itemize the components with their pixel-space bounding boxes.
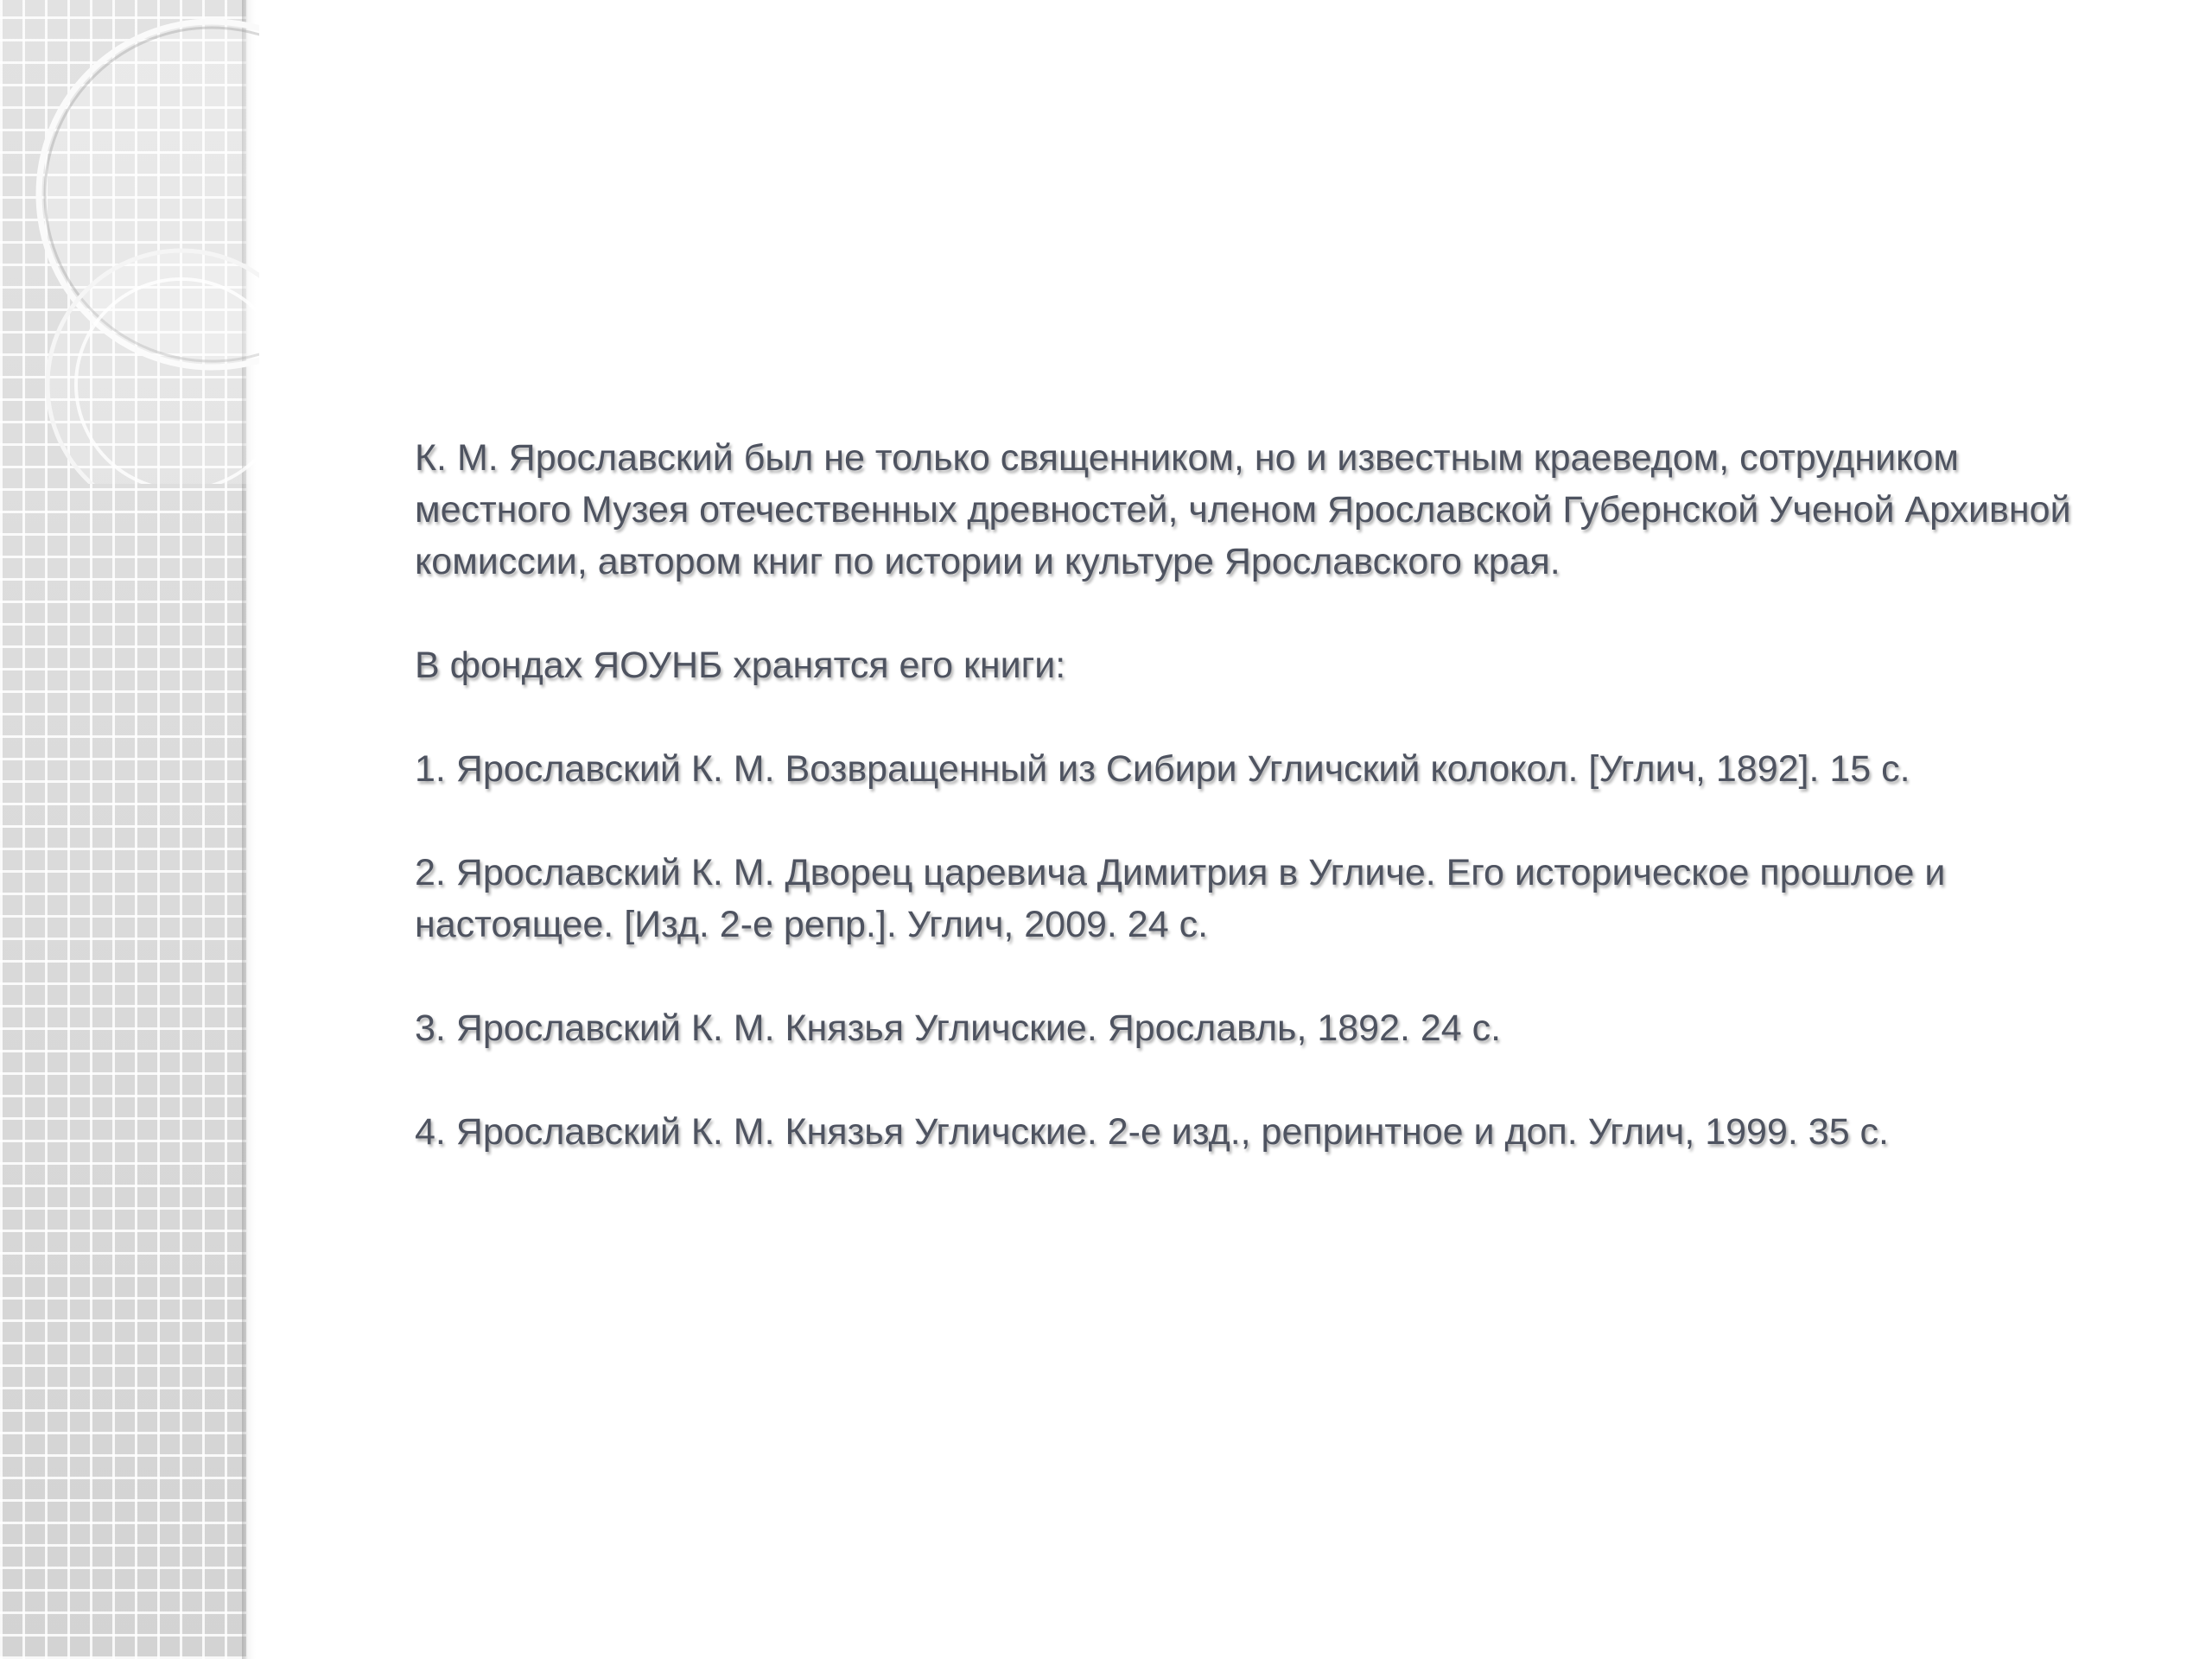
book-item-3: 3. Ярославский К. М. Князья Угличские. Ярославль, 1892. 24 с.: [415, 1007, 1502, 1049]
holdings-heading: В фондах ЯОУНБ хранятся его книги:: [415, 645, 1066, 686]
book-item-2: 2. Ярославский К. М. Дворец царевича Димитрия в Угличе. Его историческое прошлое и настоящее. [Изд. 2-е репр.]. Углич, 2009. 24 с.: [415, 852, 1946, 945]
decorative-rings: [0, 0, 259, 484]
book-item-1: 1. Ярославский К. М. Возвращенный из Сибири Угличский колокол. [Углич, 1892]. 15 с.: [415, 748, 1910, 790]
book-item-4: 4. Ярославский К. М. Князья Угличские. 2-е изд., репринтное и доп. Углич, 1999. 35 с.: [415, 1111, 1889, 1153]
slide-text-block: [415, 432, 2074, 1158]
intro-paragraph: К. М. Ярославский был не только священником, но и известным краеведом, сотрудником местного Музея отечественных древностей, членом Ярославской Губернской Ученой Архивной комиссии, автором книг по истории и культуре Ярославского края.: [415, 437, 2071, 582]
